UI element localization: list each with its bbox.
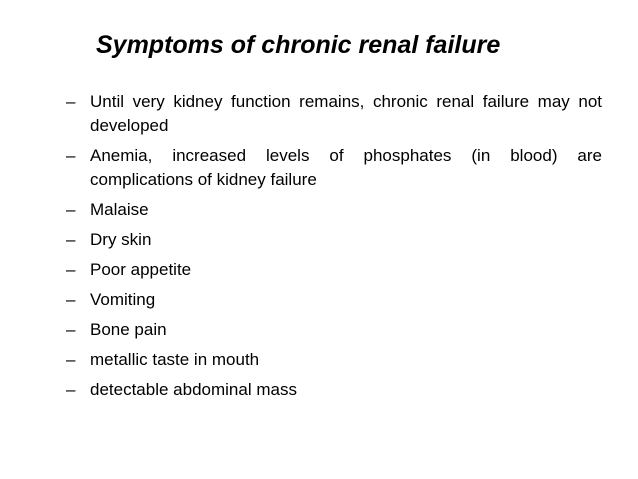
bullet-text: Malaise — [90, 200, 149, 219]
bullet-dash: – — [66, 320, 76, 339]
bullet-item — [66, 198, 602, 222]
bullet-text: Poor appetite — [90, 260, 192, 279]
bullet-dash: – — [66, 92, 76, 111]
slide-title: Symptoms of chronic renal failure — [96, 31, 501, 59]
bullet-dash: – — [66, 260, 76, 279]
bullet-item — [66, 348, 602, 372]
bullet-text: Until very kidney function remains, chronic renal failure may not developed — [90, 92, 602, 135]
bullet-text: Bone pain — [90, 320, 167, 339]
bullet-item — [66, 378, 602, 402]
bullet-dash: – — [66, 290, 76, 309]
bullet-dash: – — [66, 200, 76, 219]
bullet-item — [66, 228, 602, 252]
bullet-text: detectable abdominal mass — [90, 380, 297, 399]
bullet-text: Dry skin — [90, 230, 152, 249]
bullet-item — [66, 288, 602, 312]
bullet-text: metallic taste in mouth — [90, 350, 260, 369]
bullet-dash: – — [66, 230, 76, 249]
bullet-item — [66, 144, 602, 192]
bullet-list — [66, 90, 602, 408]
bullet-dash: – — [66, 146, 76, 165]
bullet-text: Anemia, increased levels of phosphates (in blood) are complications of kidney failure — [90, 146, 602, 189]
bullet-dash: – — [66, 380, 76, 399]
bullet-dash: – — [66, 350, 76, 369]
bullet-item — [66, 258, 602, 282]
bullet-item — [66, 90, 602, 138]
bullet-text: Vomiting — [90, 290, 156, 309]
bullet-item — [66, 318, 602, 342]
